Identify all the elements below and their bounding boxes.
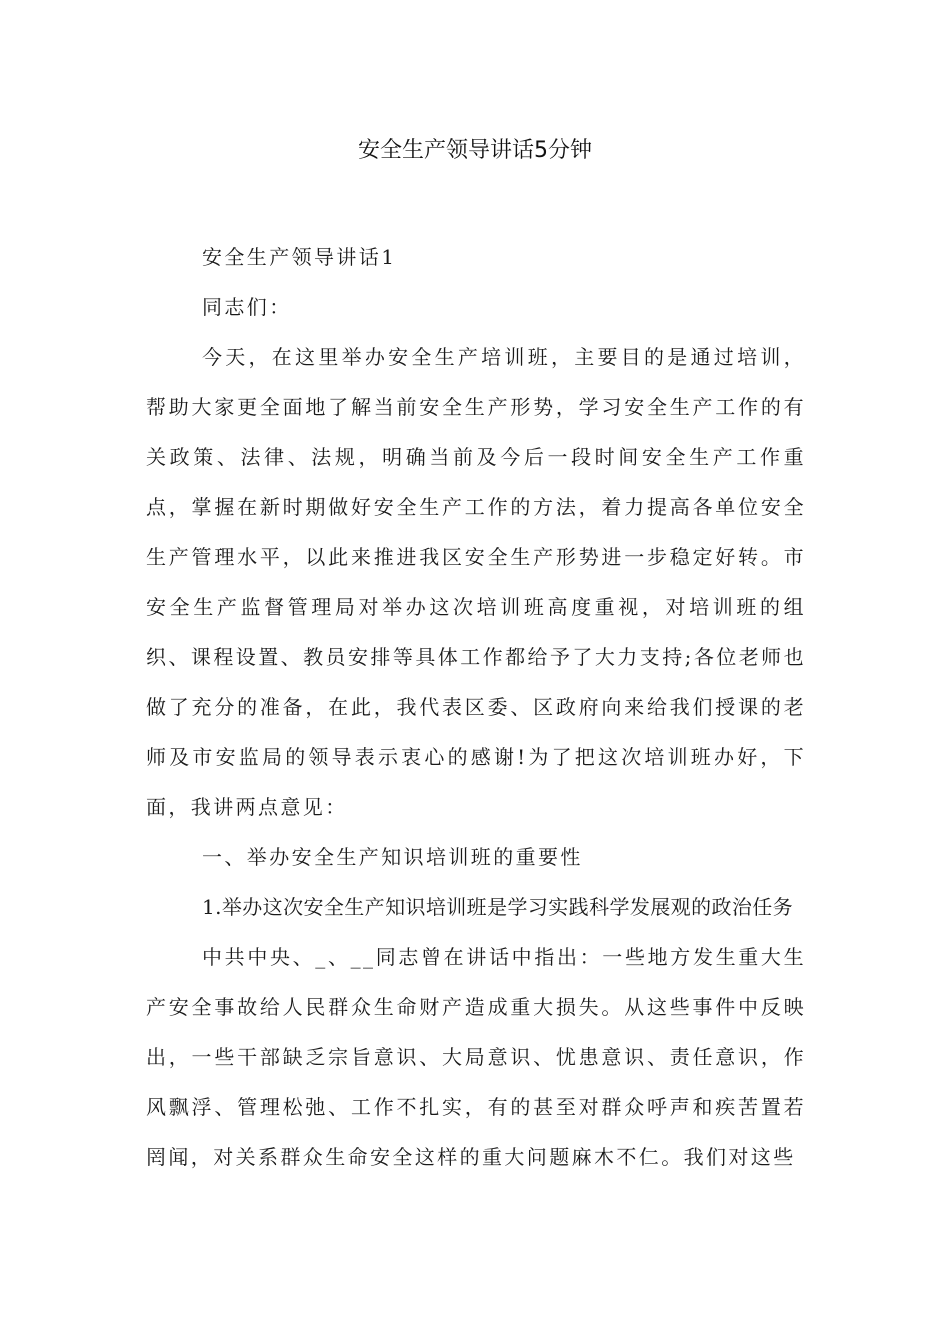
document-title: 安全生产领导讲话5分钟 (358, 138, 592, 163)
paragraph-section-heading: 一、举办安全生产知识培训班的重要性 (202, 845, 583, 869)
paragraph-subtitle: 安全生产领导讲话1 (202, 245, 397, 269)
paragraph-salutation: 同志们： (202, 295, 292, 319)
paragraph-intro: 今天，在这里举办安全生产培训班，主要目的是通过培训，帮助大家更全面地了解当前安全生产形势，学习安全生产工作的有关政策、法律、法规，明确当前及今后一段时间安全生产工作重点，掌握在新时期做好安全生产工作的方法，着力提高各单位安全生产管理水平，以此来推进我区安全生产形势进一步稳定好转。市安全生产监督管理局对举办这次培训班高度重视，对培训班的组织、课程设置、教员安排等具体工作都给予了大力支持;各位老师也做了充分的准备，在此，我代表区委、区政府向来给我们授课的老师及市安监局的领导表示衷心的感谢!为了把这次培训班办好，下面，我讲两点意见： (146, 345, 806, 819)
paragraph-quote: 中共中央、_、__同志曾在讲话中指出：一些地方发生重大生产安全事故给人民群众生命财产造成重大损失。从这些事件中反映出，一些干部缺乏宗旨意识、大局意识、忧患意识、责任意识，作风飘浮、管理松弛、工作不扎实，有的甚至对群众呼声和疾苦置若罔闻，对关系群众生命安全这样的重大问题麻木不仁。我们对这些 (146, 945, 806, 1169)
paragraph-point-1: 1.举办这次安全生产知识培训班是学习实践科学发展观的政治任务 (202, 895, 794, 919)
document-body (146, 232, 806, 1182)
